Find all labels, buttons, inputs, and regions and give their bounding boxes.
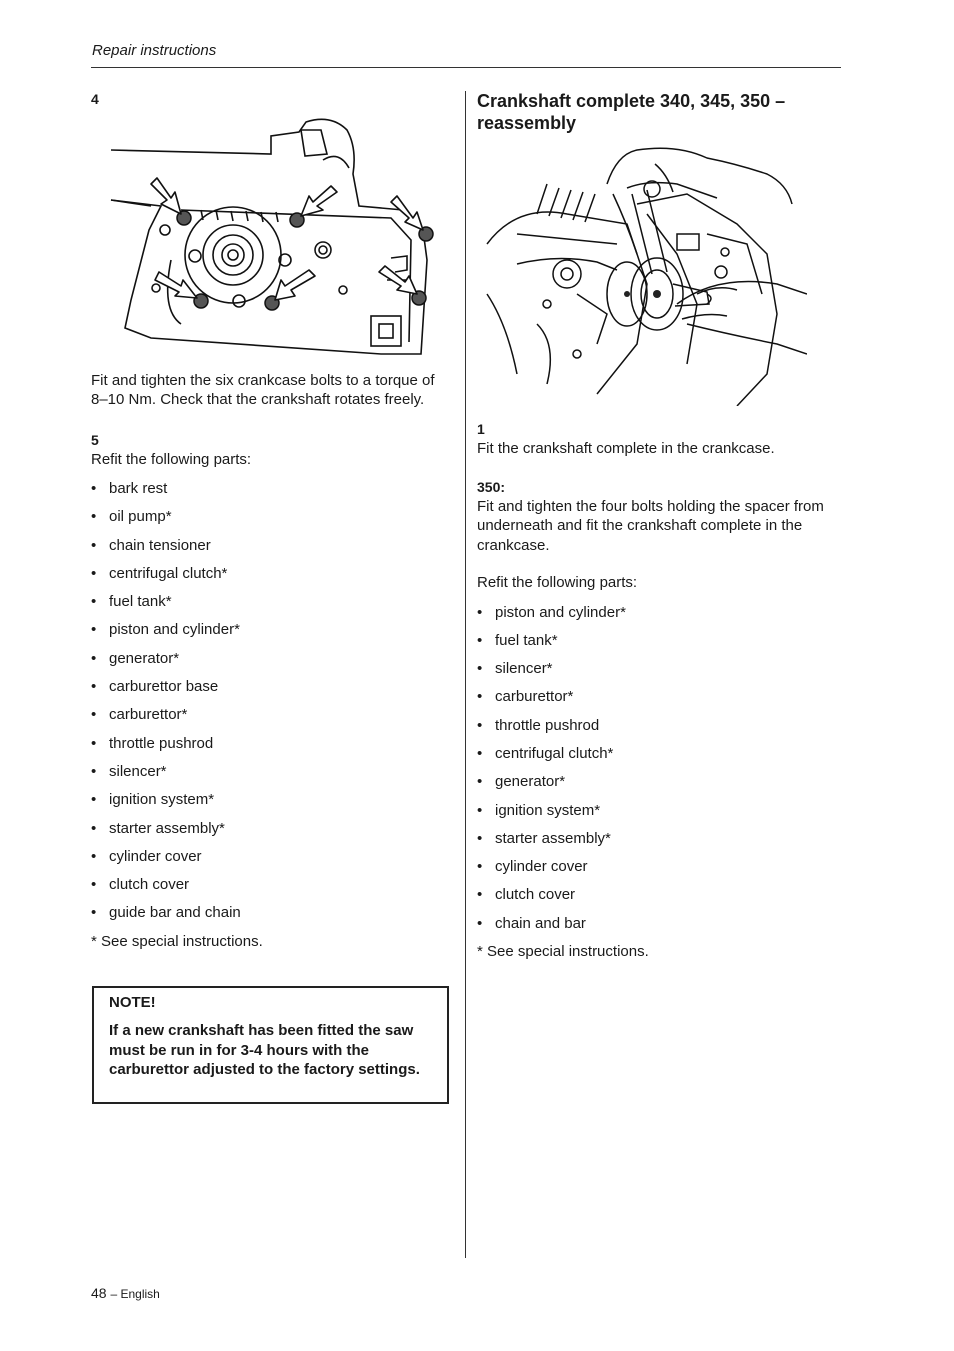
left-column <box>91 90 446 951</box>
list-item: • clutch cover <box>477 885 842 913</box>
running-header: Repair instructions <box>92 42 217 59</box>
right-parts-list <box>477 603 842 943</box>
step-5-intro: Refit the following parts: <box>91 450 252 468</box>
step-4-number: 4 <box>91 91 99 107</box>
note-text: If a new crankshaft has been fitted the saw must be run in for 3-4 hours with the carburettor adjusted to the factory settings. <box>109 1022 420 1078</box>
right-footnote: * See special instructions. <box>477 943 649 961</box>
step-1-number: 1 <box>477 421 485 437</box>
list-item: • cylinder cover <box>477 857 842 885</box>
column-divider <box>465 91 466 1258</box>
model-350-instruction: Fit and tighten the four bolts holding the spacer from underneath and fit the crankshaft complete in the crankcase. <box>477 497 824 554</box>
note-title: NOTE! <box>109 994 156 1011</box>
list-item: • carburettor base <box>91 677 446 705</box>
list-item: • chain tensioner <box>91 536 446 564</box>
list-item: • cylinder cover <box>91 847 446 875</box>
model-350-label: 350: <box>477 478 506 495</box>
left-parts-list <box>91 479 446 932</box>
list-item: • ignition system* <box>477 801 842 829</box>
list-item: • clutch cover <box>91 875 446 903</box>
crankcase-bolts-illustration <box>91 110 441 357</box>
list-item: • silencer* <box>477 659 842 687</box>
refit-intro: Refit the following parts: <box>477 574 638 591</box>
list-item: • guide bar and chain <box>91 903 446 931</box>
list-item: • generator* <box>477 772 842 800</box>
section-title: Crankshaft complete 340, 345, 350 – reassembly <box>477 91 786 133</box>
list-item: • starter assembly* <box>477 829 842 857</box>
list-item: • ignition system* <box>91 790 446 818</box>
list-item: • throttle pushrod <box>477 716 842 744</box>
page-number: 48 <box>91 1285 107 1301</box>
list-item: • piston and cylinder* <box>477 603 842 631</box>
list-item: • throttle pushrod <box>91 734 446 762</box>
list-item: • fuel tank* <box>477 631 842 659</box>
list-item: • oil pump* <box>91 507 446 535</box>
list-item: • piston and cylinder* <box>91 620 446 648</box>
list-item: • carburettor* <box>477 687 842 715</box>
page-footer <box>91 1285 160 1301</box>
step-5-number: 5 <box>91 431 99 448</box>
footer-language: – English <box>110 1287 160 1301</box>
step-4-instruction: Fit and tighten the six crankcase bolts to a torque of 8–10 Nm. Check that the crankshaft rotates freely. <box>91 371 435 408</box>
header-divider <box>91 67 841 68</box>
step-1-instruction: Fit the crankshaft complete in the crankcase. <box>477 440 775 457</box>
list-item: • carburettor* <box>91 705 446 733</box>
left-footnote: * See special instructions. <box>91 932 263 950</box>
note-box <box>92 986 449 1104</box>
list-item: • generator* <box>91 649 446 677</box>
list-item: • starter assembly* <box>91 819 446 847</box>
list-item: • silencer* <box>91 762 446 790</box>
list-item: • centrifugal clutch* <box>477 744 842 772</box>
list-item: • chain and bar <box>477 914 842 942</box>
list-item: • bark rest <box>91 479 446 507</box>
crankshaft-fitting-illustration <box>477 144 807 406</box>
right-column <box>477 90 842 962</box>
list-item: • fuel tank* <box>91 592 446 620</box>
list-item: • centrifugal clutch* <box>91 564 446 592</box>
